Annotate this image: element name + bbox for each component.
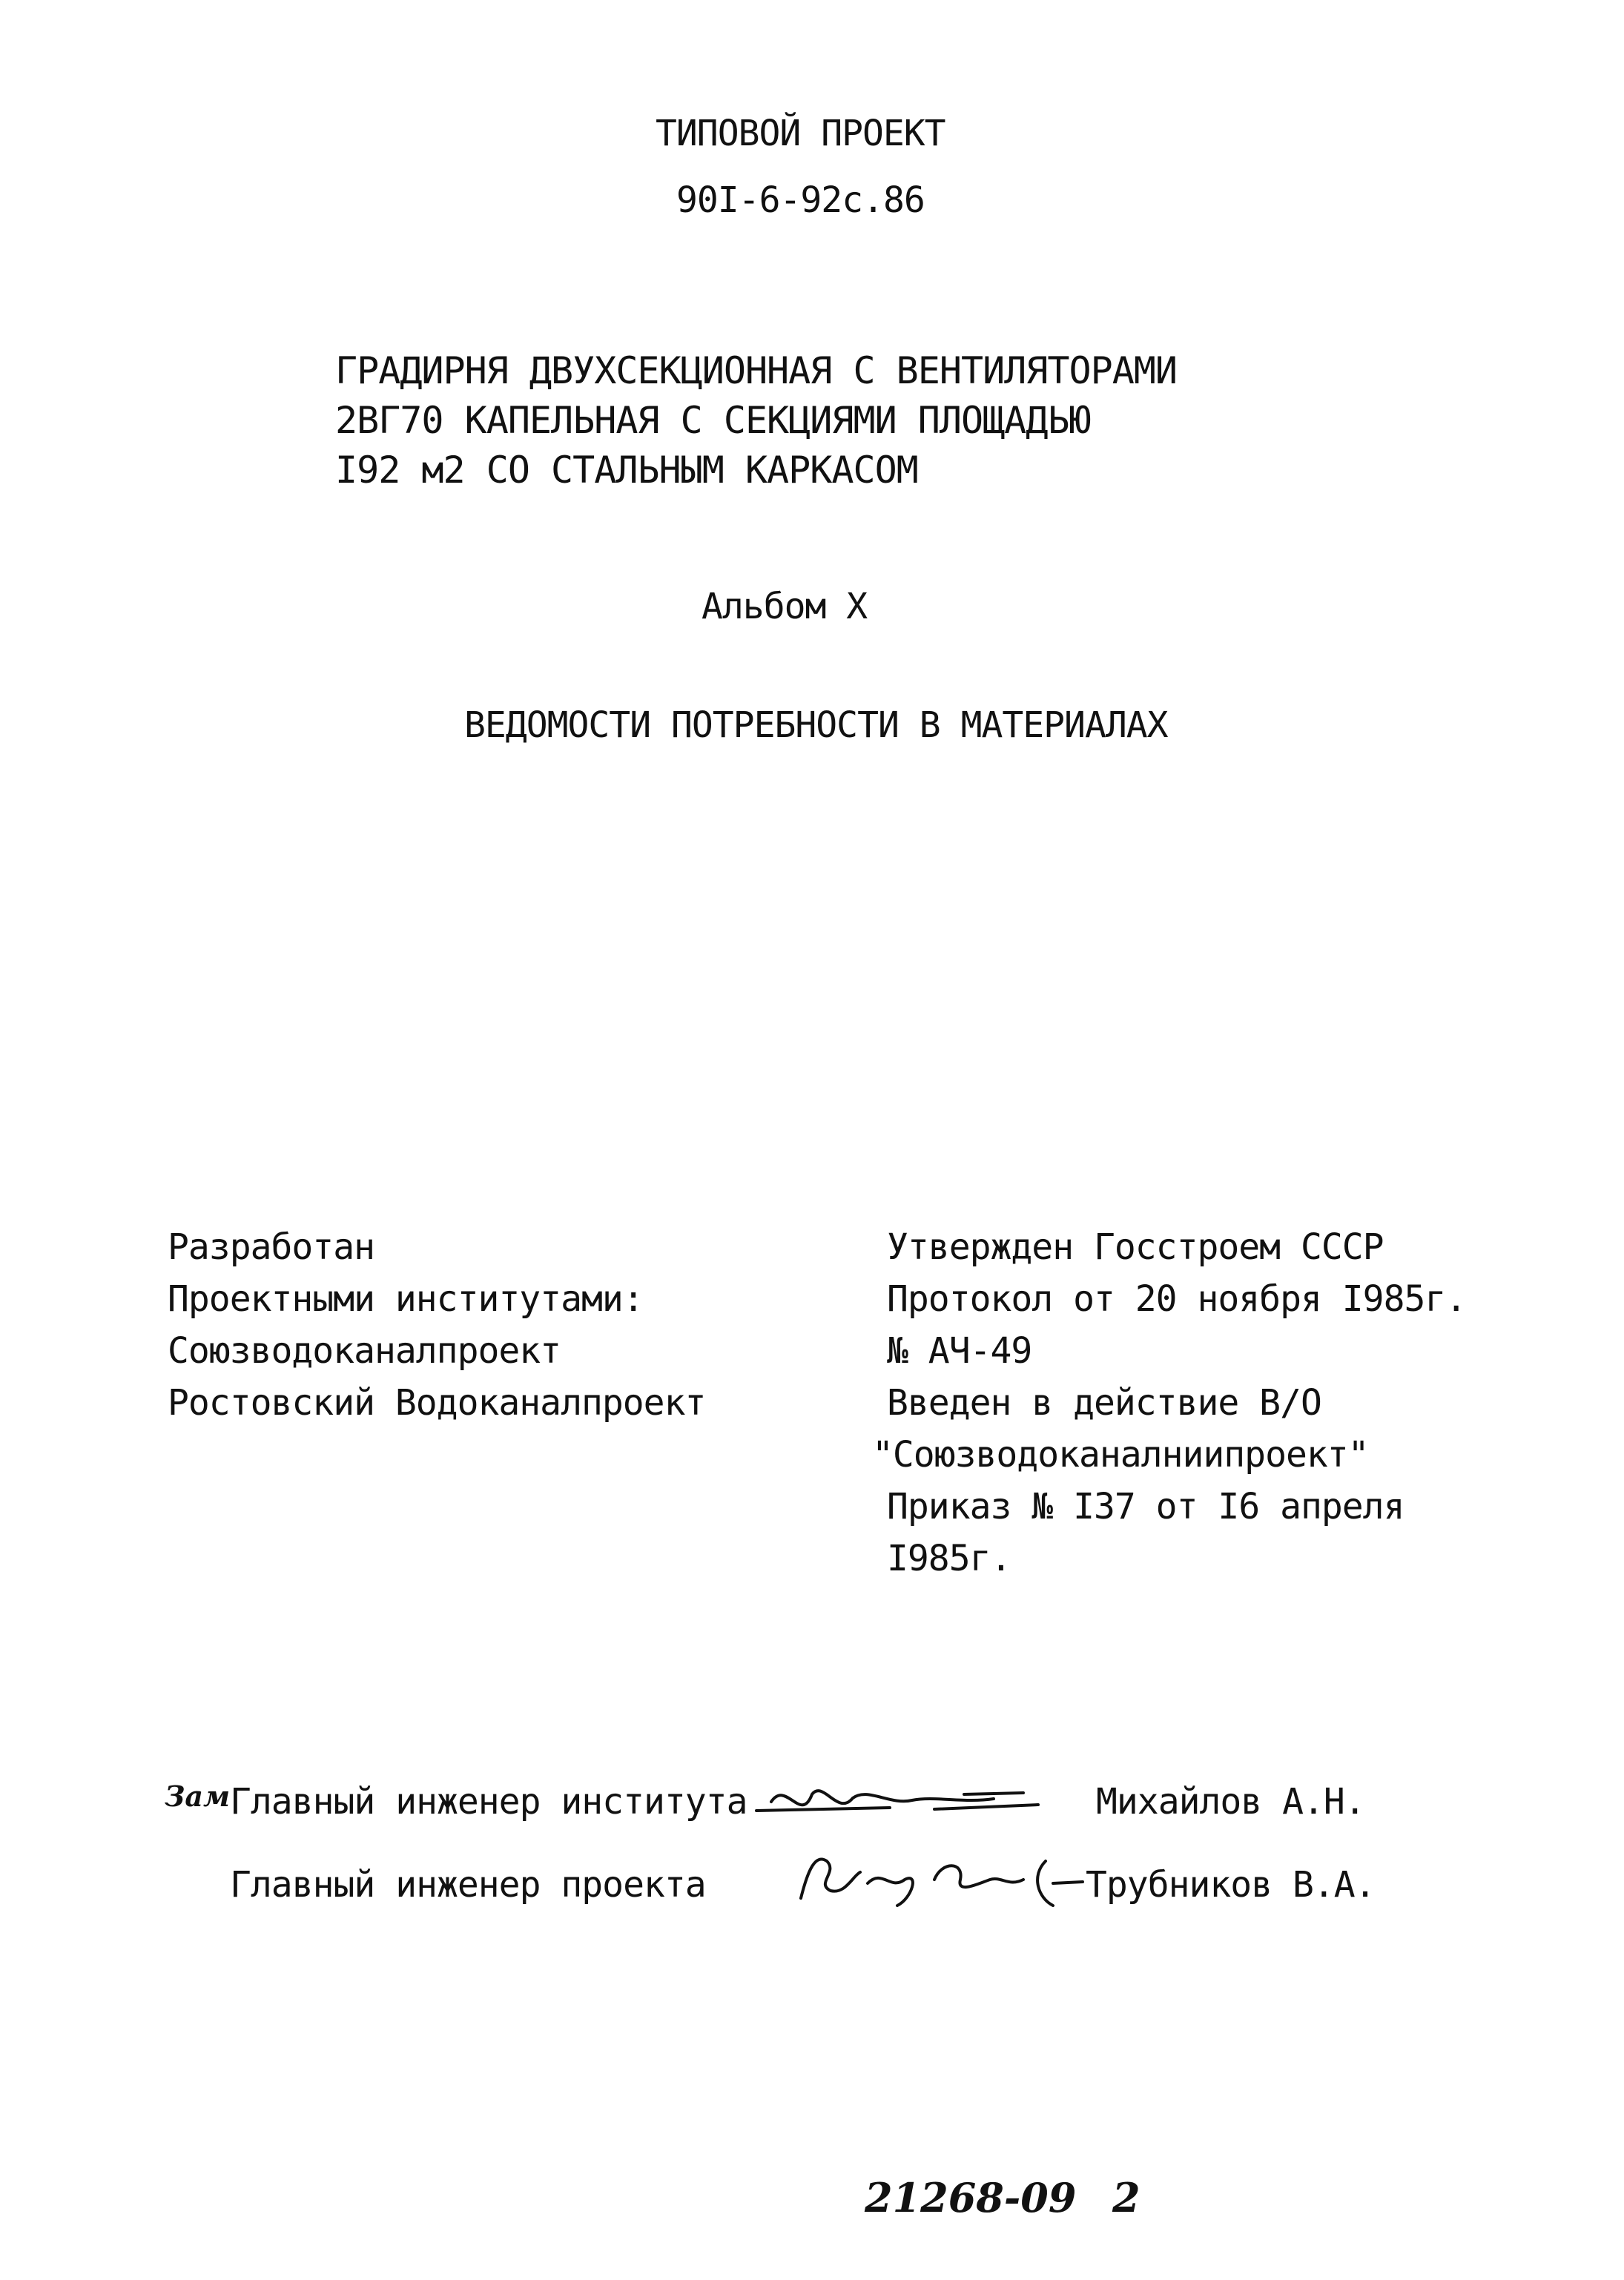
document-subject: ВЕДОМОСТИ ПОТРЕБНОСТИ В МАТЕРИАЛАХ	[464, 704, 1168, 746]
developed-line-3: Союзводоканалпроект	[168, 1330, 561, 1372]
institute-signature	[742, 1772, 1053, 1831]
project-type-label: ТИПОВОЙ ПРОЕКТ	[656, 113, 945, 154]
project-signature	[786, 1839, 1097, 1913]
title-line-3: I92 м2 СО СТАЛЬНЫМ КАРКАСОМ	[335, 449, 918, 492]
project-code: 90I-6-92с.86	[676, 179, 925, 221]
developed-line-1: Разработан	[168, 1226, 374, 1268]
deputy-prefix-handwritten: Зам	[165, 1780, 231, 1813]
sheet-number: 2	[1112, 2174, 1141, 2221]
approval-line-6: Приказ № I37 от I6 апреля	[887, 1486, 1405, 1527]
approval-line-4: Введен в действие В/О	[887, 1382, 1321, 1424]
chief-institute-role: Главный инженер института	[230, 1781, 747, 1823]
approval-line-3: № АЧ-49	[887, 1330, 1032, 1372]
approval-line-1: Утвержден Госстроем СССР	[887, 1226, 1384, 1268]
album-label: Альбом X	[702, 586, 868, 627]
chief-institute-name: Михайлов А.Н.	[1096, 1781, 1365, 1823]
approval-line-7: I985г.	[887, 1538, 1011, 1579]
chief-project-name: Трубников В.А.	[1086, 1864, 1376, 1906]
developed-line-4: Ростовский Водоканалпроект	[168, 1382, 706, 1424]
approval-line-2: Протокол от 20 ноября I985г.	[887, 1278, 1467, 1320]
chief-project-role: Главный инженер проекта	[230, 1864, 706, 1906]
title-line-1: ГРАДИРНЯ ДВУХСЕКЦИОННАЯ С ВЕНТИЛЯТОРАМИ	[335, 349, 1177, 392]
approval-line-5: "Союзводоканалниипроект"	[872, 1434, 1369, 1476]
developed-line-2: Проектными институтами:	[168, 1278, 644, 1320]
title-line-2: 2ВГ70 КАПЕЛЬНАЯ С СЕКЦИЯМИ ПЛОЩАДЬЮ	[335, 399, 1091, 442]
inventory-number: 21268-09	[865, 2174, 1077, 2221]
